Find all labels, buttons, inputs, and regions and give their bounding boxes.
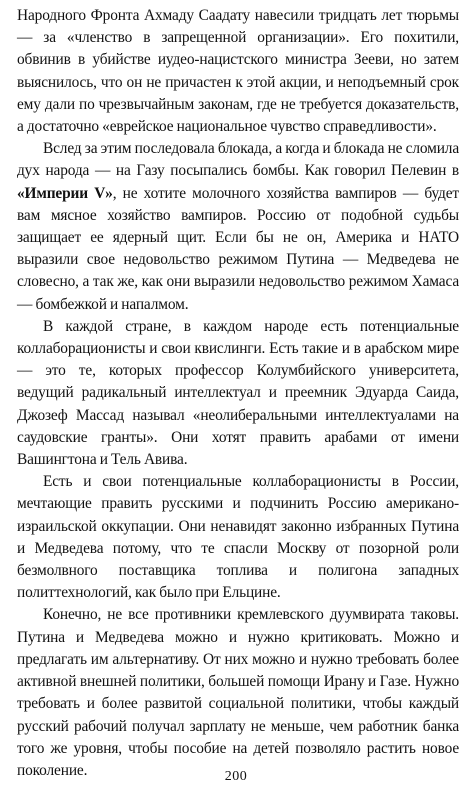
book-title-bold: «Империи V»: [17, 184, 113, 202]
paragraph-2-text-end: , не хотите молочного хозяйства вампиров — будет вам мясное хозяйство вампиров. Россию от подобной судьбы защищает ее ядерный щит. Если бы не он, Америка и НАТО выразили свое недовольство режимом Путина — Медведева не словесно, а так же, как они выразили недовольство режимом Хамаса — бомбежкой и напалмом.: [17, 184, 459, 313]
page-number: 200: [224, 769, 248, 784]
paragraph-4: Есть и свои потенциальные коллаборационисты в России, мечтающие править русскими и подчинить Россию американо-израильской оккупации. Они ненавидят законно избранных Путина и Медведева потому, что те спасли Москву от позорной роли безмолвного поставщика топлива и полигона западных политтехнологий, как было при Ельцине.: [17, 473, 459, 602]
paragraph-2-text-start: Вслед за этим последовала блокада, а когда и блокада не сломила дух народа — на Газу посыпались бомбы. Как говорил Пелевин в: [17, 140, 459, 180]
paragraph-5: Конечно, не все противники кремлевского дуумвирата таковы. Путина и Медведева можно и нужно критиковать. Можно и предлагать им альтернативу. От них можно и нужно требовать более активной внешней политики, большей помощи Ирану и Газе. Нужно требовать и более развитой социальной политики, чтобы каждый русский рабочий получал зарплату не меньше, чем работник банка того же уровня, чтобы пособие на детей позволяло растить новое поколение.: [17, 606, 459, 779]
paragraph-3: В каждой стране, в каждом народе есть потенциальные коллаборационисты и свои квислинги. Есть такие и в арабском мире — это те, которых профессор Колумбийского университета, ведущий радикальный интеллектуал и преемник Эдуарда Саида, Джозеф Массад называл «неолиберальными интеллектуалами на саудовские гранты». Они хотят править арабами от имени Вашингтона и Тель Авива.: [17, 317, 459, 469]
paragraph-1: Народного Фронта Ахмаду Саадату навесили тридцать лет тюрьмы — за «членство в запрещенной организации». Его похитили, обвинив в убийстве иудео-нацистского министра Зееви, но затем выяснилось, что он не причастен к этой акции, и неподъемный срок ему дали по чрезвычайным законам, где не требуется доказательств, а достаточно «еврейское национальное чувство справедливости».: [17, 7, 459, 136]
page-body: [17, 5, 459, 782]
paragraph-2: [17, 138, 459, 316]
